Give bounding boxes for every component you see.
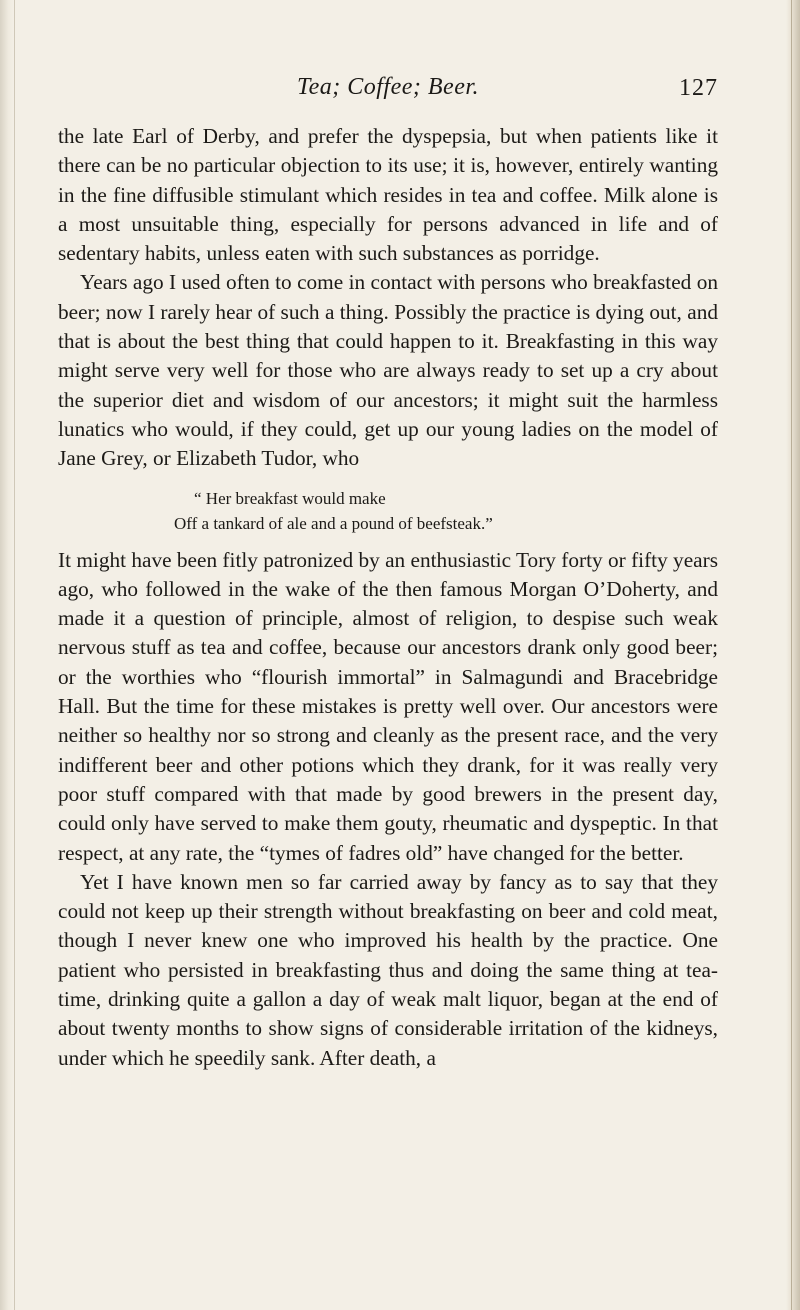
page-number: 127 <box>679 75 718 101</box>
page-edge-left <box>0 0 15 1310</box>
paragraph-1: the late Earl of Derby, and prefer the dyspepsia, but when patients like it there can be no particular objection to its use; it is, however, entirely wanting in the fine diffusible stimulant which resides in tea and coffee. Milk alone is a most unsuitable thing, especially for persons advanced in life and of sedentary habits, unless eaten with such substances as porridge. <box>58 124 718 266</box>
paragraph-2: Years ago I used often to come in contact with persons who breakfasted on beer; now I rarely hear of such a thing. Possibly the practice is dying out, and that is about the best thing that could happen to it. Breakfasting in this way might serve very well for those who are always ready to set up a cry about the superior diet and wisdom of our ancestors; it might suit the harmless lunatics who would, if they could, get up our young ladies on the model of Jane Grey, or Elizabeth Tudor, who <box>58 270 718 471</box>
paragraph-3: It might have been fitly patronized by an enthusiastic Tory forty or fifty years ago, who followed in the wake of the then famous Morgan O’Doherty, and made it a question of principle, almost of religion, to despise such weak nervous stuff as tea and coffee, because our ancestors drank only good beer; or the worthies who “flourish immortal” in Salmagundi and Bracebridge Hall. But the time for these mistakes is pretty well over. Our ancestors were neither so healthy nor so strong and cleanly as the present race, and the very indifferent beer and other potions which they drank, for it was really very poor stuff compared with that made by good brewers in the present day, could only have served to make them gouty, rheumatic and dyspeptic. In that respect, at any rate, the “tymes of fadres old” have changed for the better. <box>58 547 718 865</box>
verse-quotation <box>58 486 718 536</box>
page-edge-right <box>786 0 800 1310</box>
body-text <box>58 122 718 1073</box>
running-title: Tea; Coffee; Beer. <box>296 74 480 100</box>
paragraph-4: Yet I have known men so far carried away by fancy as to say that they could not keep up their strength without breakfasting on beer and cold meat, though I never knew one who improved his health by the practice. One patient who persisted in breakfasting thus and doing the same thing at tea-time, drinking quite a gallon a day of weak malt liquor, began at the end of about twenty months to show signs of considerable irritation of the kidneys, under which he speedily sank. After death, a <box>58 869 718 1070</box>
page-header <box>58 74 718 110</box>
quote-line-2: Off a tankard of ale and a pound of beefsteak.” <box>174 513 493 533</box>
quote-line-1: “ Her breakfast would make <box>194 488 386 508</box>
